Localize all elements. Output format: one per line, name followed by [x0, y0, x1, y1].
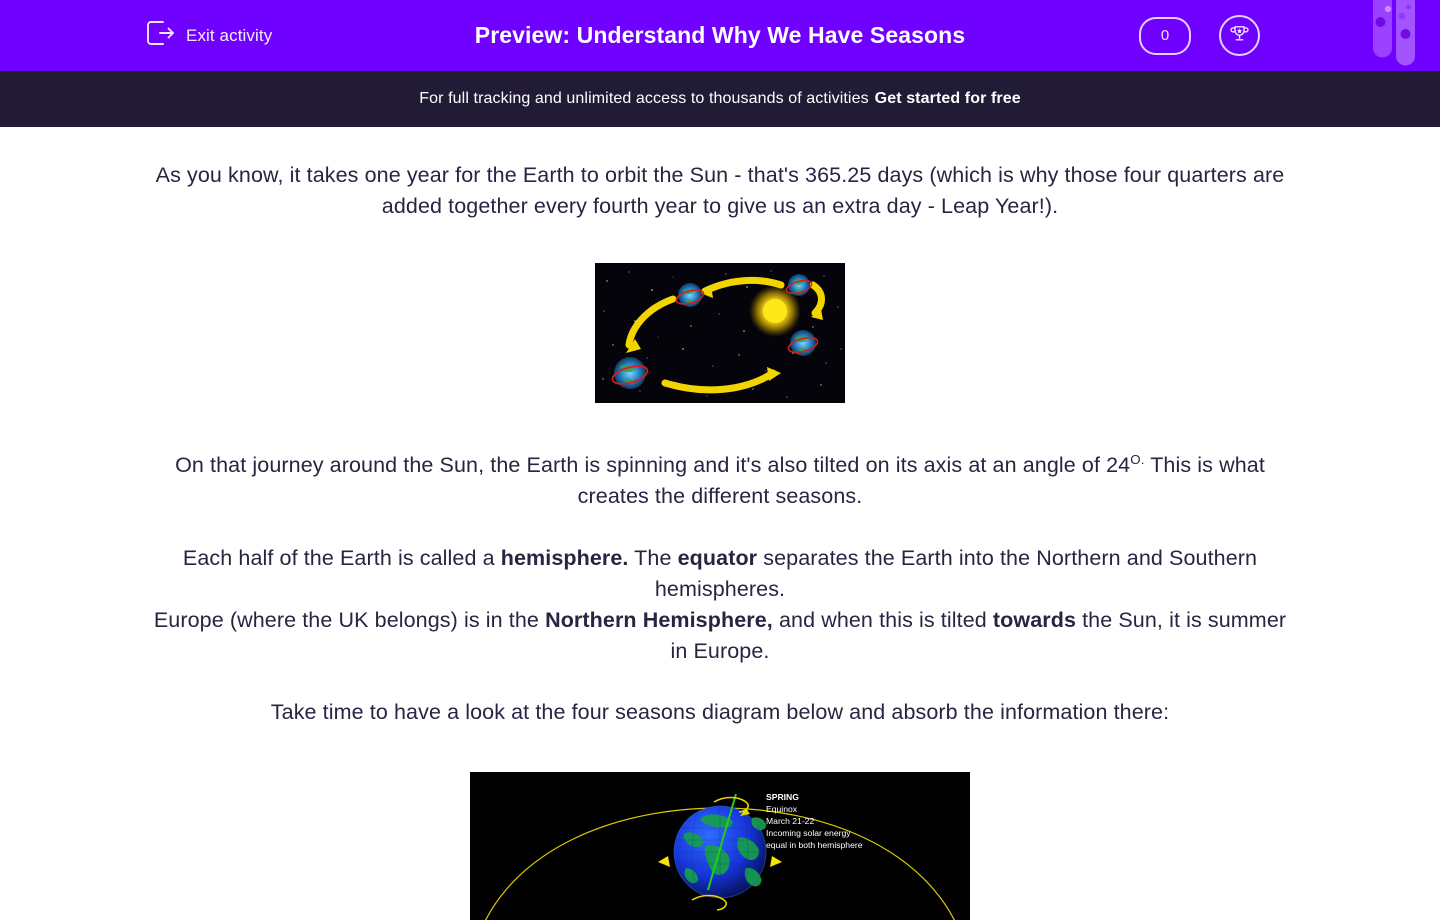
- paragraph-2-part-a: On that journey around the Sun, the Earth is spinning and it's also tilted on its axis at an angle of 24: [175, 453, 1131, 478]
- term-hemisphere: hemisphere.: [500, 546, 629, 571]
- header-actions: [1139, 0, 1440, 71]
- paragraph-2-part-b: This is what creates the different seasons.: [577, 453, 1265, 509]
- paragraph-3-part-a: Each half of the Earth is called a: [182, 546, 501, 571]
- seasons-label-line3: March 21-22: [766, 816, 815, 827]
- promo-banner: [0, 71, 1440, 127]
- paragraph-4: [150, 605, 1290, 667]
- trophy-icon: [1229, 23, 1250, 49]
- paragraph-5: Take time to have a look at the four seasons diagram below and absorb the information there:: [270, 700, 1170, 725]
- paragraph-4-part-c: and when this is tilted: [772, 608, 993, 633]
- activity-content: [0, 127, 1440, 920]
- seasons-label-line4: Incoming solar energy: [766, 828, 851, 839]
- page-title: Preview: Understand Why We Have Seasons: [474, 22, 966, 48]
- trophy-button[interactable]: [1219, 15, 1260, 56]
- seasons-label-title: SPRING: [766, 792, 799, 803]
- test-tubes-icon: [1365, 0, 1422, 71]
- seasons-label-line5: equal in both hemisphere: [766, 840, 863, 851]
- term-equator: equator: [677, 546, 758, 571]
- degree-superscript: O.: [1130, 452, 1145, 467]
- seasons-label-line2: Equinox: [766, 804, 798, 815]
- get-started-link[interactable]: Get started for free: [874, 90, 1021, 107]
- four-seasons-diagram: [470, 772, 970, 920]
- score-badge[interactable]: [1139, 17, 1191, 55]
- term-towards: towards: [992, 608, 1077, 633]
- paragraph-4-part-d: the Sun, it is summer in Europe.: [670, 608, 1287, 664]
- term-northern-hemisphere: Northern Hemisphere,: [545, 608, 773, 633]
- paragraph-3: [150, 543, 1290, 605]
- exit-activity-label: Exit activity: [186, 25, 273, 45]
- app-header: [0, 0, 1440, 71]
- paragraph-4-part-a: Europe (where the UK belongs) is in the: [153, 608, 546, 633]
- paragraph-3-part-d: separates the Earth into the Northern and Southern hemispheres.: [654, 546, 1258, 602]
- paragraph-3-part-c: The: [628, 546, 678, 571]
- paragraph-2: [150, 444, 1290, 512]
- earth-orbit-diagram: [595, 263, 845, 403]
- score-value: 0: [1160, 27, 1170, 44]
- promo-text: For full tracking and unlimited access to thousands of activities: [419, 90, 869, 107]
- paragraph-1: As you know, it takes one year for the Earth to orbit the Sun - that's 365.25 days (which is why those four quarters are added together every fourth year to give us an extra day - Leap Year!).: [155, 163, 1285, 218]
